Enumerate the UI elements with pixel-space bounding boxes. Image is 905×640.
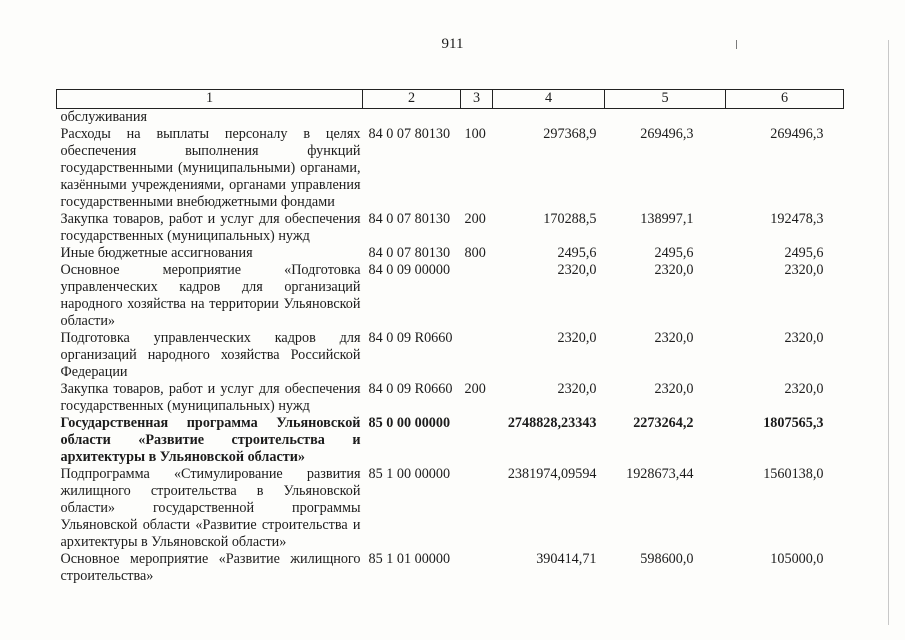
row-value-col5: 598600,0 <box>640 551 694 567</box>
table-row <box>57 415 844 466</box>
table-body <box>57 109 844 586</box>
row-value-col5: 138997,1 <box>640 211 694 227</box>
header-col-2: 2 <box>363 90 461 109</box>
row-value-col5: 2273264,2 <box>633 415 694 431</box>
row-value-col4: 297368,9 <box>543 126 597 142</box>
row-expense-type <box>461 109 493 127</box>
row-value-col5: 2320,0 <box>654 381 694 397</box>
header-col-6: 6 <box>726 90 844 109</box>
row-value-col5: 2495,6 <box>654 245 694 261</box>
row-value-col6: 2320,0 <box>784 262 824 278</box>
row-value-col6: 192478,3 <box>770 211 824 227</box>
row-name: Основное мероприятие «Развитие жилищного строительства» <box>60 551 361 584</box>
row-value-col4 <box>493 109 605 127</box>
row-code: 85 1 01 00000 <box>368 551 451 567</box>
row-code: 84 0 07 80130 <box>368 245 451 261</box>
row-value-col6: 269496,3 <box>770 126 824 142</box>
row-name: обслуживания <box>60 109 148 125</box>
row-expense-type: 200 <box>464 381 486 397</box>
table-row <box>57 262 844 330</box>
table-header-row <box>57 90 844 109</box>
row-value-col4: 2495,6 <box>557 245 597 261</box>
row-value-col5: 269496,3 <box>640 126 694 142</box>
header-col-4: 4 <box>493 90 605 109</box>
row-code <box>363 109 461 127</box>
row-value-col4: 390414,71 <box>536 551 597 567</box>
budget-table <box>56 89 844 585</box>
table-row <box>57 109 844 127</box>
row-name: Закупка товаров, работ и услуг для обеспечения государственных (муниципальных) нужд <box>60 381 361 414</box>
row-name: Подпрограмма «Стимулирование развития жилищного строительства в Ульяновской области» государственной программы Ульяновской области «Развитие строительства и архитектуры в Ульяновской области» <box>60 466 361 550</box>
row-value-col6 <box>726 109 844 127</box>
row-expense-type <box>461 551 493 585</box>
row-value-col4: 2320,0 <box>557 262 597 278</box>
row-value-col4: 2748828,23343 <box>507 415 597 431</box>
row-value-col4: 2320,0 <box>557 381 597 397</box>
row-name: Закупка товаров, работ и услуг для обеспечения государственных (муниципальных) нужд <box>60 211 361 244</box>
row-value-col6: 1560138,0 <box>763 466 824 482</box>
row-expense-type: 200 <box>464 211 486 227</box>
row-code: 84 0 09 R0660 <box>368 381 453 397</box>
row-code: 84 0 09 00000 <box>368 262 451 278</box>
row-value-col4: 170288,5 <box>543 211 597 227</box>
table-row <box>57 466 844 551</box>
row-value-col5 <box>605 109 726 127</box>
row-expense-type: 800 <box>464 245 486 261</box>
row-expense-type: 100 <box>464 126 486 142</box>
header-col-3: 3 <box>461 90 493 109</box>
row-value-col6: 2320,0 <box>784 381 824 397</box>
table-row <box>57 381 844 415</box>
row-value-col5: 2320,0 <box>654 262 694 278</box>
row-code: 84 0 07 80130 <box>368 126 451 142</box>
row-code: 85 1 00 00000 <box>368 466 451 482</box>
row-name: Государственная программа Ульяновской области «Развитие строительства и архитектуры в Ульяновской области» <box>60 415 361 465</box>
row-value-col5: 2320,0 <box>654 330 694 346</box>
row-expense-type <box>461 466 493 551</box>
row-value-col4: 2320,0 <box>557 330 597 346</box>
scan-mark <box>888 40 889 625</box>
row-value-col6: 2320,0 <box>784 330 824 346</box>
row-value-col6: 105000,0 <box>770 551 824 567</box>
header-col-1: 1 <box>57 90 363 109</box>
table-row <box>57 126 844 211</box>
row-name: Иные бюджетные ассигнования <box>60 245 253 261</box>
row-code: 85 0 00 00000 <box>368 415 451 431</box>
row-value-col6: 2495,6 <box>784 245 824 261</box>
row-expense-type <box>461 415 493 466</box>
row-value-col6: 1807565,3 <box>763 415 824 431</box>
table-row <box>57 211 844 245</box>
row-expense-type <box>461 330 493 381</box>
row-code: 84 0 07 80130 <box>368 211 451 227</box>
table-row <box>57 245 844 262</box>
page-number: 911 <box>441 36 464 52</box>
row-value-col5: 1928673,44 <box>626 466 694 482</box>
row-name: Основное мероприятие «Подготовка управленческих кадров для организаций народного хозяйства на территории Ульяновской области» <box>60 262 361 329</box>
header-col-5: 5 <box>605 90 726 109</box>
row-expense-type <box>461 262 493 330</box>
row-value-col4: 2381974,09594 <box>507 466 597 482</box>
row-code: 84 0 09 R0660 <box>368 330 453 346</box>
table-row <box>57 551 844 585</box>
scan-mark <box>736 40 737 49</box>
row-name: Подготовка управленческих кадров для организаций народного хозяйства Российской Федерации <box>60 330 361 380</box>
table-row <box>57 330 844 381</box>
row-name: Расходы на выплаты персоналу в целях обеспечения выполнения функций государственными (муниципальными) органами, казёнными учреждениями, органами управления государственными внебюджетными фондами <box>60 126 361 210</box>
